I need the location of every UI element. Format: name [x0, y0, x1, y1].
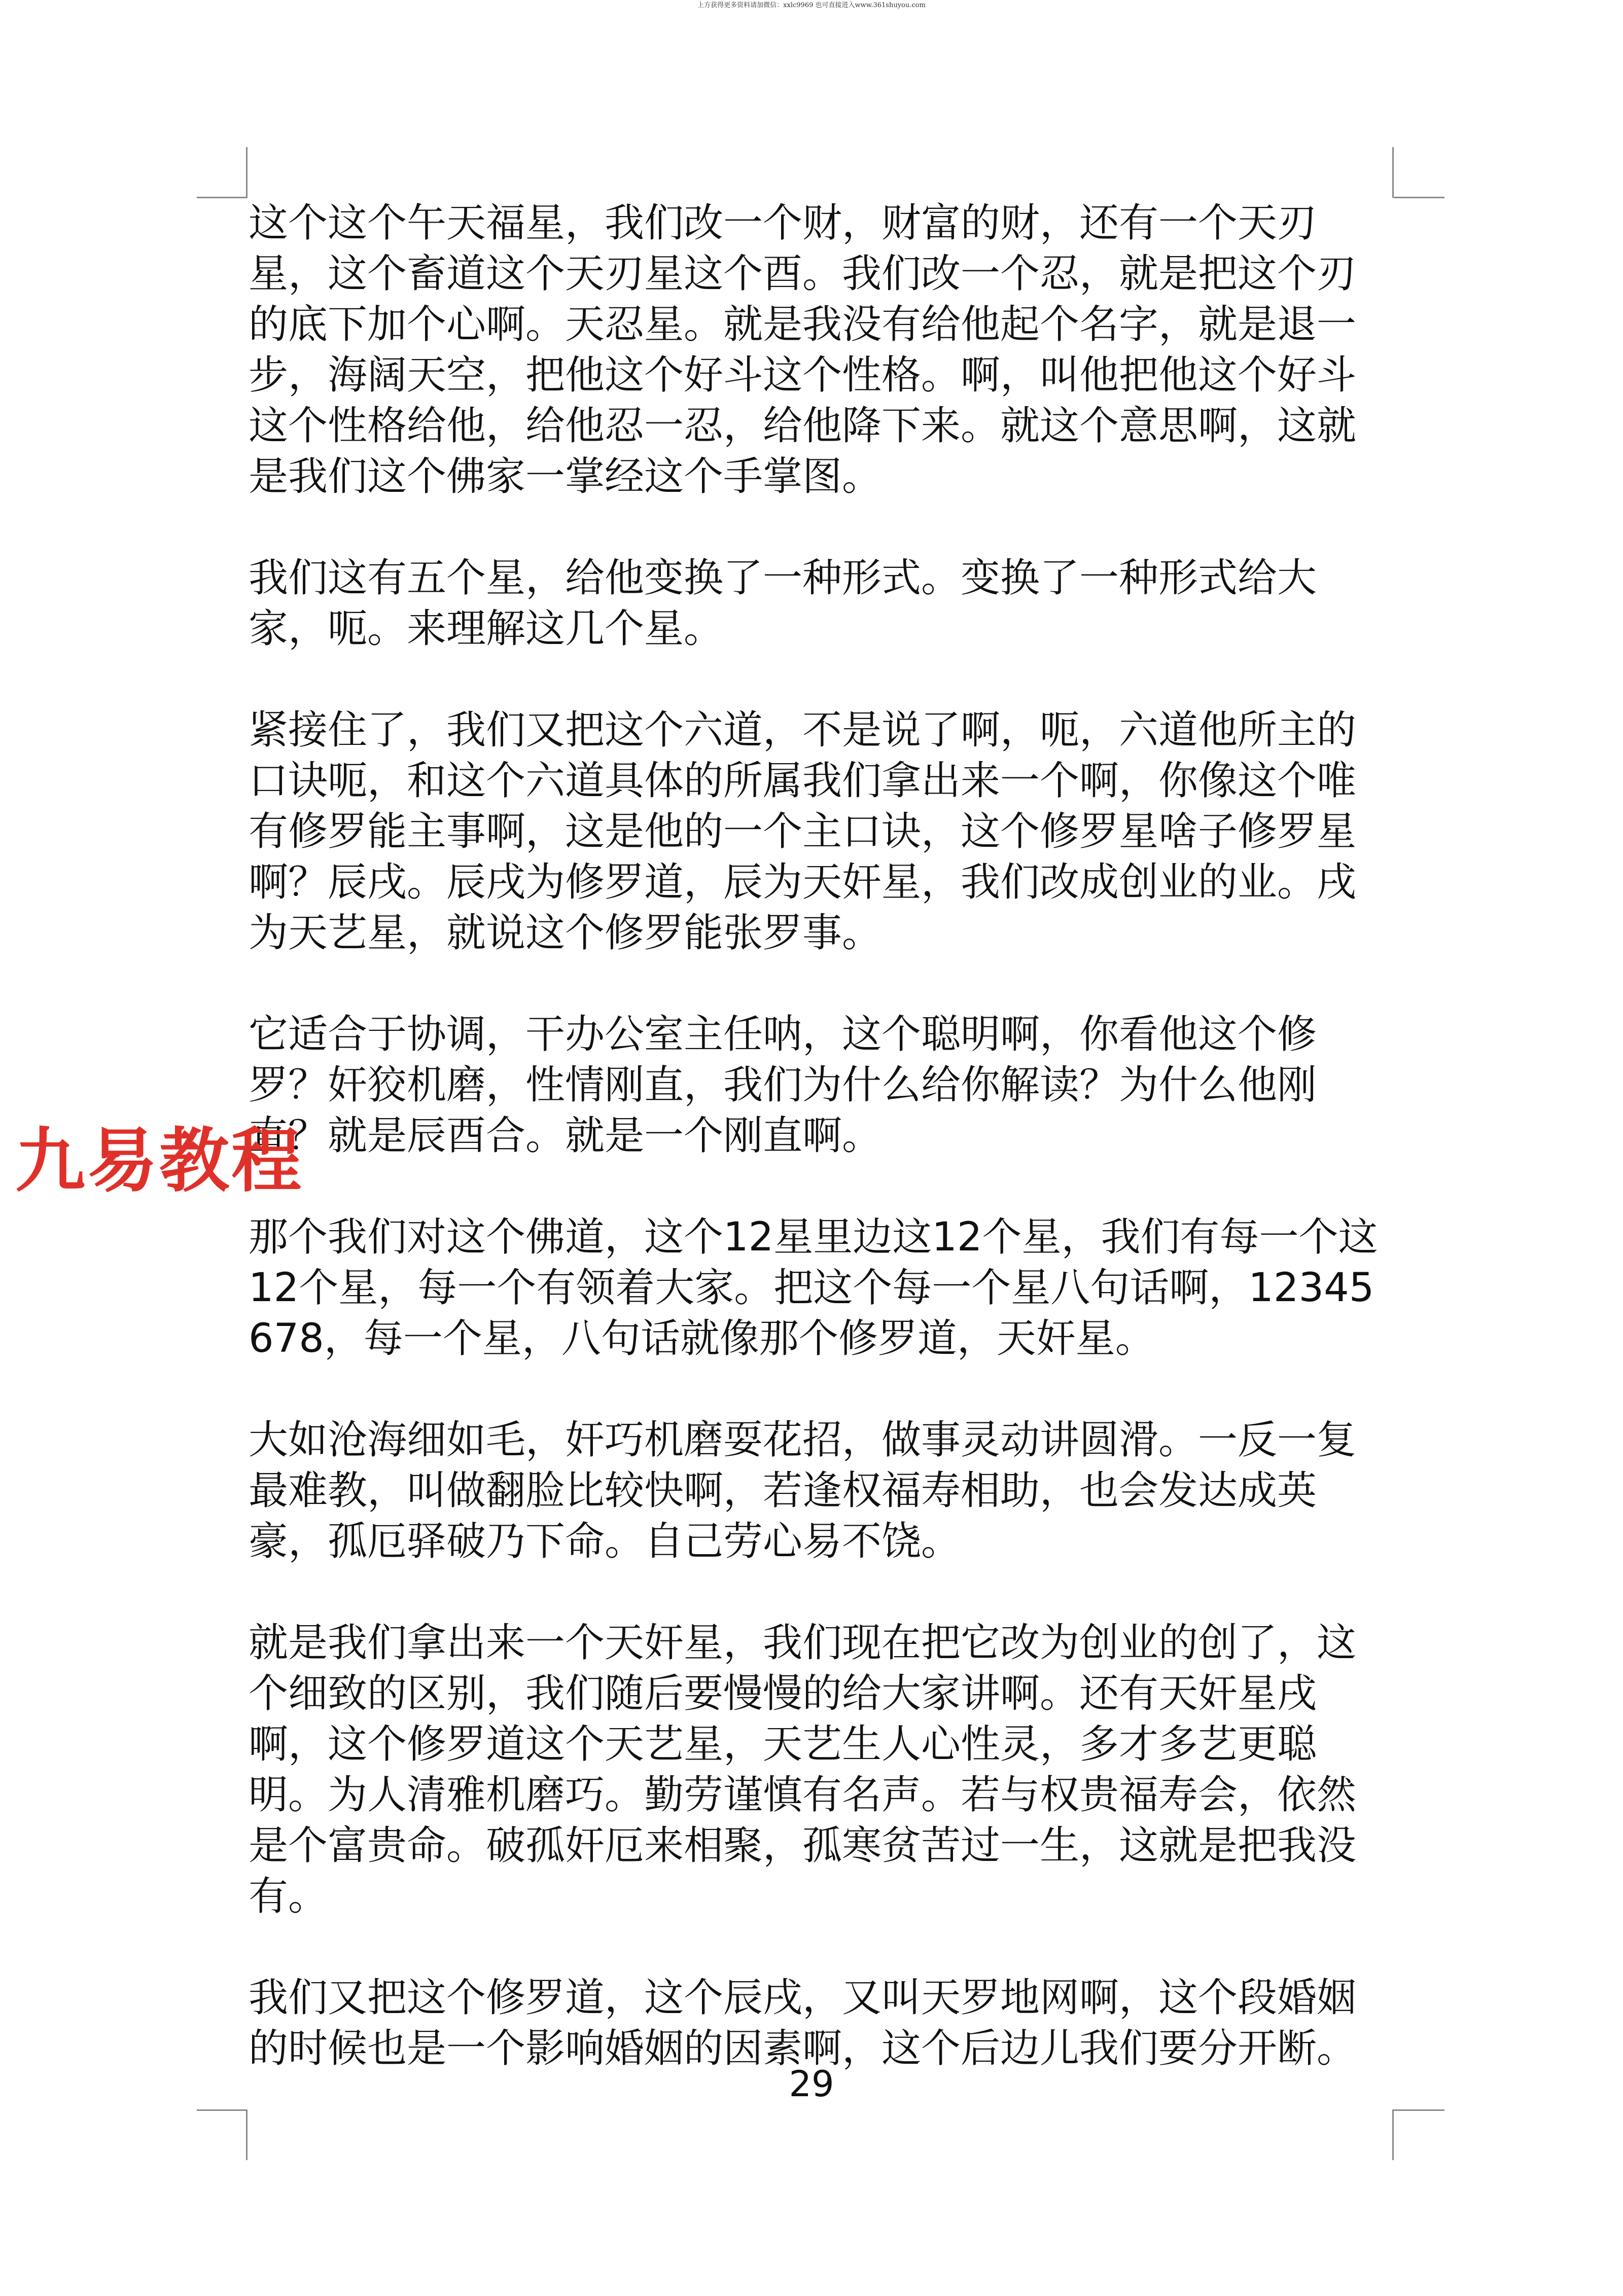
crop-mark-top-left-v: [246, 147, 248, 198]
crop-mark-bottom-right-h: [1394, 2109, 1444, 2111]
paragraph-7: 就是我们拿出来一个天奸星，我们现在把它改为创业的创了，这个细致的区别，我们随后要慢慢的给大家讲啊。还有天奸星戌啊，这个修罗道这个天艺星，天艺生人心性灵，多才多艺更聪明。为人清雅机磨巧。勤劳谨慎有名声。若与权贵福寿会，依然是个富贵命。破孤奸厄来相聚，孤寒贫苦过一生，这就是把我没有。: [249, 1620, 1357, 1919]
crop-mark-top-right-v: [1392, 147, 1394, 198]
document-body: [249, 198, 1385, 2074]
crop-mark-top-right-h: [1394, 197, 1444, 198]
paragraph-3: 紧接住了，我们又把这个六道，不是说了啊，呃，六道他所主的口诀呃，和这个六道具体的所属我们拿出来一个啊，你像这个唯有修罗能主事啊，这是他的一个主口诀，这个修罗星啥子修罗星啊？辰戌。辰戌为修罗道，辰为天奸星，我们改成创业的业。戌为天艺星，就说这个修罗能张罗事。: [249, 707, 1357, 956]
crop-mark-top-left-h: [197, 197, 248, 198]
watermark-logo: 九易教程: [15, 1120, 304, 1202]
page-number: 29: [789, 2063, 834, 2105]
paragraph-4: 它适合于协调，干办公室主任呐，这个聪明啊，你看他这个修罗？奸狡机磨，性情刚直，我们为什么给你解读？为什么他刚直？就是辰酉合。就是一个刚直啊。: [249, 1012, 1317, 1159]
paragraph-1: 这个这个午天福星，我们改一个财，财富的财，还有一个天刃星，这个畜道这个天刃星这个酉。我们改一个忍，就是把这个刃的底下加个心啊。天忍星。就是我没有给他起个名字，就是退一步，海阔天空，把他这个好斗这个性格。啊，叫他把他这个好斗这个性格给他，给他忍一忍，给他降下来。就这个意思啊，这就是我们这个佛家一掌经这个手掌图。: [249, 200, 1357, 499]
crop-mark-bottom-right-v: [1392, 2109, 1394, 2160]
paragraph-2: 我们这有五个星，给他变换了一种形式。变换了一种形式给大家，呃。来理解这几个星。: [249, 555, 1317, 652]
crop-mark-bottom-left-v: [246, 2109, 248, 2160]
paragraph-6: 大如沧海细如毛，奸巧机磨耍花招，做事灵动讲圆滑。一反一复最难教，叫做翻脸比较快啊，若逢权福寿相助，也会发达成英豪，孤厄驿破乃下命。自己劳心易不饶。: [249, 1417, 1357, 1564]
paragraph-5: 那个我们对这个佛道，这个12星里边这12个星，我们有每一个这12个星，每一个有领着大家。把这个每一个星八句话啊，12345678，每一个星，八句话就像那个修罗道，天奸星。: [249, 1214, 1378, 1361]
header-note: 上方获得更多资料请加微信：xxlc9969 也可直接进入www.361shuyou.com: [697, 2, 926, 9]
paragraph-8: 我们又把这个修罗道，这个辰戌，又叫天罗地网啊，这个段婚姻的时候也是一个影响婚姻的因素啊，这个后边儿我们要分开断。: [249, 1975, 1357, 2071]
crop-mark-bottom-left-h: [197, 2109, 248, 2111]
